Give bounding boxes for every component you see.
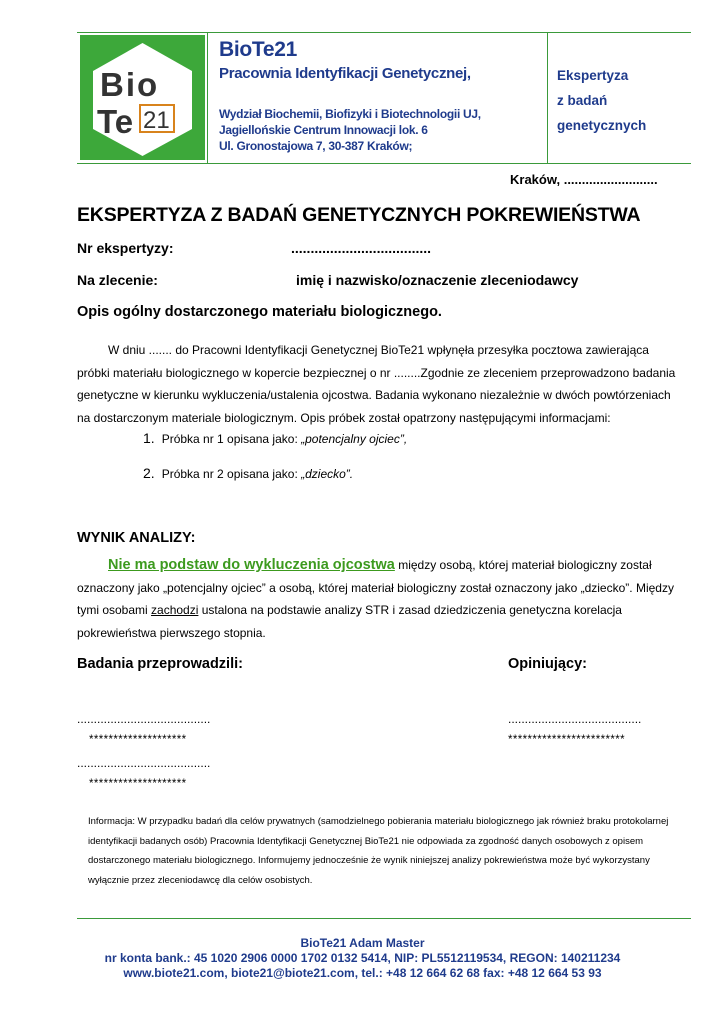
paragraph-line: próbki materiału biologicznego w kopercie bezpiecznej o nr ........Zgodnie ze zleceniem przeprowadzono badania xyxy=(77,365,676,380)
paragraph-line xyxy=(77,554,689,577)
note-line: identyfikacji badanych osób) Pracownia Identyfikacji Genetycznej BioTe21 nie odpowiada za zgodność danych osobowych z opisem xyxy=(88,835,644,847)
sample-item xyxy=(143,465,353,481)
note-line: dostarczonego materiału biologicznego. Informujemy jednocześnie że wynik niniejszej analizy pokrewieństwa może być wykorzystany xyxy=(88,855,650,866)
header-divider-left xyxy=(207,32,208,163)
footer-contact: www.biote21.com, biote21@biote21.com, tel.: +48 12 664 62 68 fax: +48 12 664 53 93 xyxy=(123,966,602,980)
sample-description: „potencjalny ojciec”, xyxy=(301,432,408,446)
biote21-logo xyxy=(80,35,205,160)
paragraph-line xyxy=(77,339,689,362)
paragraph-line-text: W dniu ....... do Pracowni Identyfikacji Genetycznej BioTe21 wpłynęła przesyłka pocztowa zawierająca xyxy=(108,343,649,357)
doc-type-line: Ekspertyza xyxy=(557,68,629,83)
sample-description: „dziecko”. xyxy=(301,467,354,481)
company-name: BioTe21 xyxy=(219,38,298,61)
result-heading: WYNIK ANALIZY: xyxy=(77,530,196,546)
underlined-word: zachodzi xyxy=(151,603,199,617)
document-title: EKSPERTYZA Z BADAŃ GENETYCZNYCH POKREWIEŃSTWA xyxy=(77,204,641,226)
sample-number: 1. xyxy=(143,430,155,446)
sample-number: 2. xyxy=(143,465,155,481)
doc-type-line: genetycznych xyxy=(557,118,647,133)
line-text: tymi osobami xyxy=(77,603,152,617)
performed-by-label: Badania przeprowadzili: xyxy=(77,656,243,672)
address-line: Ul. Gronostajowa 7, 30-387 Kraków; xyxy=(219,139,413,153)
paragraph-line: pokrewieństwa pierwszego stopnia. xyxy=(77,625,266,640)
verdict-line-rest: między osobą, której materiał biologiczny został xyxy=(394,558,652,572)
signature-line: ........................................ xyxy=(77,756,211,770)
footer-company: BioTe21 Adam Master xyxy=(300,936,425,950)
information-note xyxy=(88,812,691,890)
note-line: wyłącznie przez zleceniodawcę dla celów osobistych. xyxy=(88,874,313,886)
ordered-by-label: Na zlecenie: xyxy=(77,272,158,288)
verdict-text: Nie ma podstaw do wykluczenia ojcostwa xyxy=(108,557,395,573)
signature-name-placeholder: ******************** xyxy=(89,778,187,790)
material-paragraph xyxy=(77,339,689,429)
note-line: Informacja: W przypadku badań dla celów prywatnych (samodzielnego pobierania materiału biologicznego jak również braku protokolarnej xyxy=(88,816,669,827)
place-date: Kraków, .......................... xyxy=(510,172,658,187)
material-heading: Opis ogólny dostarczonego materiału biologicznego. xyxy=(77,304,442,320)
paragraph-line xyxy=(77,599,689,622)
expert-number-value: .................................... xyxy=(291,240,432,256)
logo-text-top: Bio xyxy=(100,66,160,103)
header-bottom-line xyxy=(77,163,691,164)
opinion-name-placeholder: ************************ xyxy=(508,734,626,746)
logo-text-bottom: Te xyxy=(97,103,134,140)
paragraph-line: na dostarczonym materiale biologicznym. Opis próbek został opatrzony następującymi informacjami: xyxy=(77,410,611,425)
sample-text: Próbka nr 2 opisana jako: xyxy=(161,467,302,481)
lab-name: Pracownia Identyfikacji Genetycznej, xyxy=(219,65,471,82)
header-divider-right xyxy=(547,32,548,163)
opinion-signature-line: ........................................ xyxy=(508,712,642,726)
logo-number: 21 xyxy=(143,107,170,134)
address-line: Jagiellońskie Centrum Innowacji lok. 6 xyxy=(219,123,428,137)
signature-name-placeholder: ******************** xyxy=(89,734,187,746)
opinion-label: Opiniujący: xyxy=(508,656,587,672)
footer-line xyxy=(77,918,691,919)
header-top-line xyxy=(77,32,691,33)
footer-bank-info: nr konta bank.: 45 1020 2906 0000 1702 0132 5414, NIP: PL5512119534, REGON: 140211234 xyxy=(104,951,621,965)
signature-line: ........................................ xyxy=(77,712,211,726)
paragraph-line: oznaczony jako „potencjalny ojciec” a osobą, której materiał biologiczny został oznaczony jako „dziecko”. Między xyxy=(77,580,674,595)
doc-type-line: z badań xyxy=(557,93,608,108)
result-paragraph xyxy=(77,554,689,644)
line-text: ustalona na podstawie analizy STR i zasad dziedziczenia genetyczna korelacja xyxy=(198,603,622,617)
address-line: Wydział Biochemii, Biofizyki i Biotechnologii UJ, xyxy=(219,107,481,121)
expert-number-label: Nr ekspertyzy: xyxy=(77,240,174,256)
paragraph-line: genetyczne w kierunku wykluczenia/ustalenia ojcostwa. Badania wykonano niezależnie w dwóch powtórzeniach xyxy=(77,388,671,402)
sample-text: Próbka nr 1 opisana jako: xyxy=(161,432,302,446)
ordered-by-value: imię i nazwisko/oznaczenie zleceniodawcy xyxy=(296,272,579,288)
sample-item xyxy=(143,430,407,446)
